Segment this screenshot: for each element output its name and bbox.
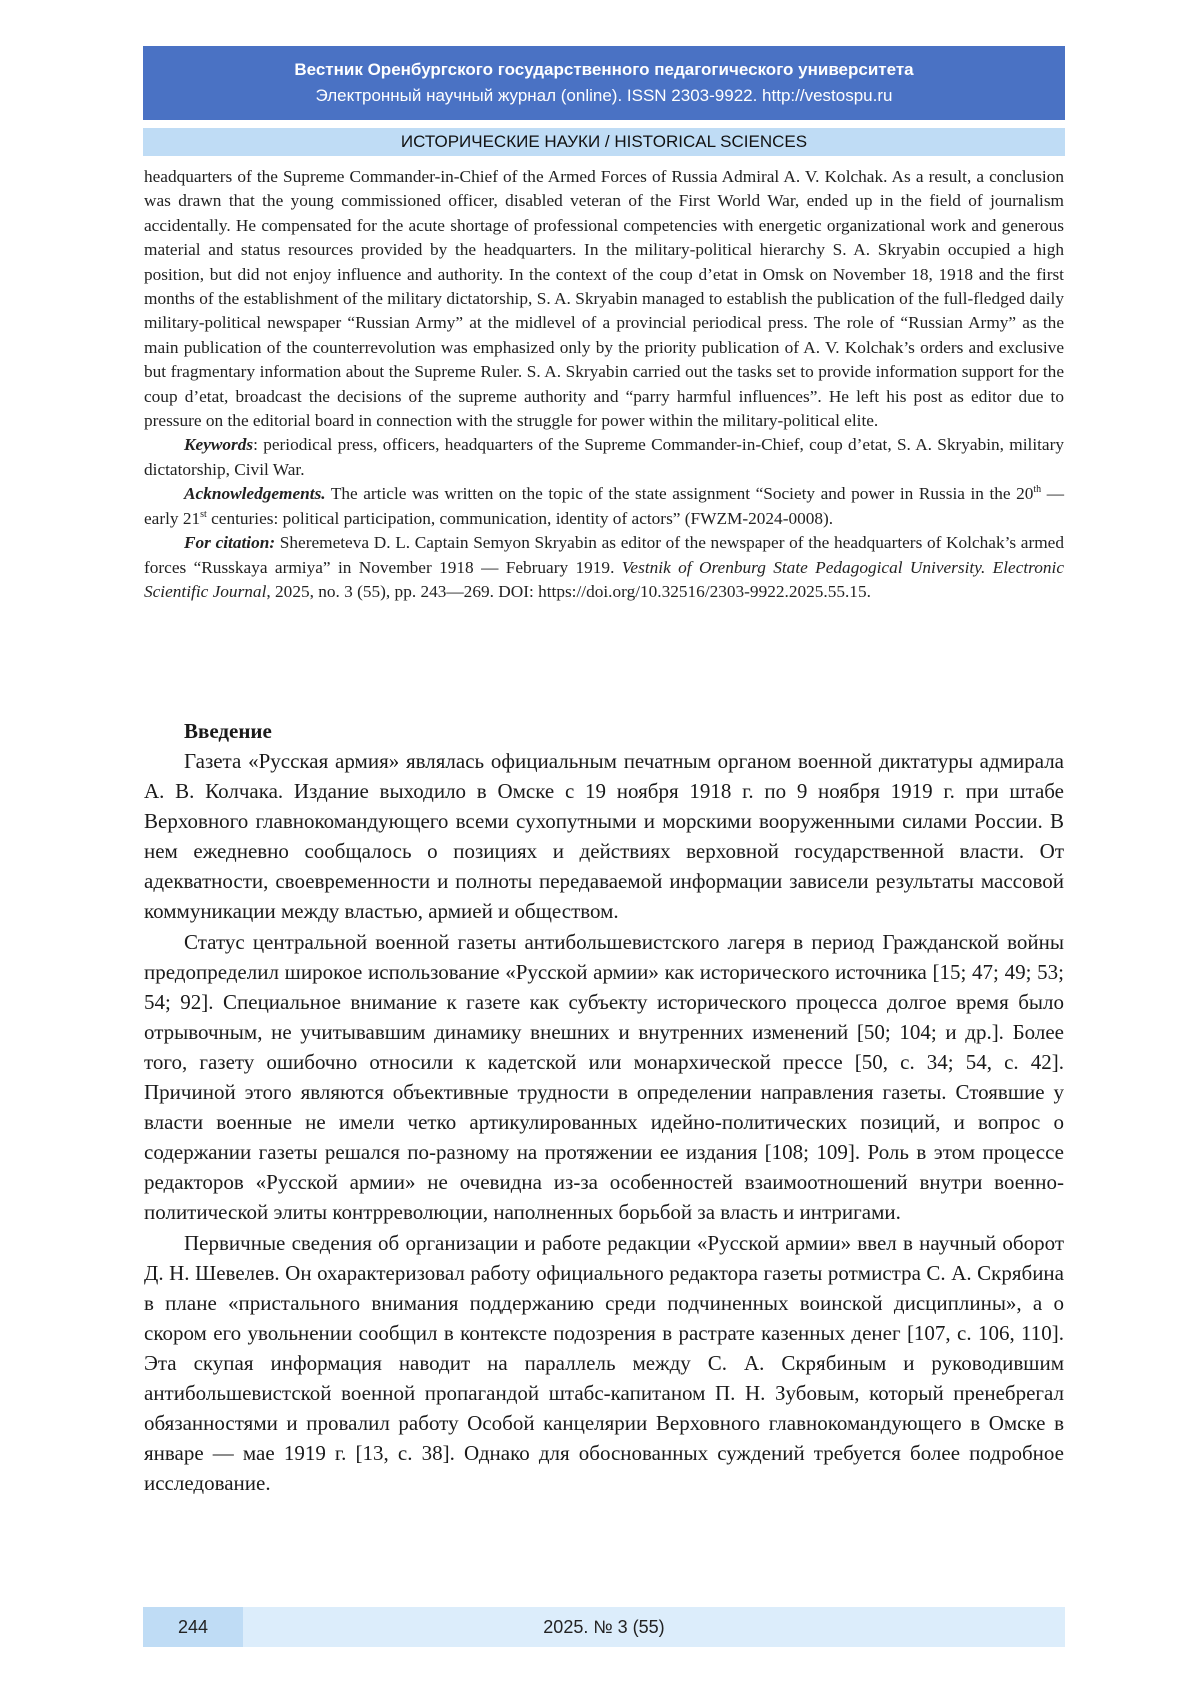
page-footer bbox=[143, 1607, 1065, 1647]
issue-number: 2025. № 3 (55) bbox=[543, 1617, 665, 1637]
keywords-label: Keywords bbox=[184, 435, 254, 455]
citation-text-1: Sheremeteva D. L. Captain Semyon Skryabin as editor of the newspaper of the headquarters of Kolchak’s armed forces “Russkaya armiya” in November 1918 — February 1919. bbox=[144, 533, 1064, 577]
journal-subtitle: Электронный научный журнал (online). ISSN 2303-9922. http://vestospu.ru bbox=[315, 86, 893, 105]
keywords bbox=[144, 433, 1064, 482]
body-paragraph: Статус центральной военной газеты антибольшевистского лагеря в период Гражданской войны предопределил широкое использование «Русской армии» как исторического источника [15; 47; 49; 53; 54; 92]. Специальное внимание к газете как субъекту исторического процесса долгое время было отрывочным, не учитывавшим динамику внешних и внутренних изменений [50; 104; и др.]. Более того, газету ошибочно относили к кадетской или монархической прессе [50, с. 34; 54, с. 42]. Причиной этого являются объективные трудности в определении направления газеты. Стоявшие у власти военные не имели четко артикулированных идейно-политических позиций, и вопрос о содержании газеты решался по-разному на протяжении ее издания [108; 109]. Роль в этом процессе редакторов «Русской армии» не очевидна из-за особенностей взаимоотношений внутри военно-политической элиты контрреволюции, наполненных борьбой за власть и интригами. bbox=[144, 929, 1064, 1225]
ack-text-3: centuries: political participation, communication, identity of actors” (FWZM-2024-0008). bbox=[206, 508, 834, 528]
ack-sup-1: th bbox=[1033, 484, 1042, 496]
citation-journal: Vestnik of Orenburg State Pedagogical University. Electronic Scientific Journal bbox=[144, 557, 1064, 601]
section-title: ИСТОРИЧЕСКИЕ НАУКИ / HISTORICAL SCIENCES bbox=[143, 128, 1065, 156]
journal-header bbox=[143, 46, 1065, 120]
abstract-block bbox=[144, 165, 1064, 604]
page-number: 244 bbox=[143, 1607, 243, 1647]
body-paragraph: Первичные сведения об организации и работе редакции «Русской армии» ввел в научный оборот Д. Н. Шевелев. Он охарактеризовал работу официального редактора газеты ротмистра С. А. Скрябина в плане «пристального внимания поддержанию среди подчиненных воинской дисциплины», а о скором его увольнении сообщил в контексте подозрения в растрате казенных денег [107, с. 106, 110]. Эта скупая информация наводит на параллель между С. А. Скрябиным и руководившим антибольшевистской военной пропагандой штабс-капитаном П. Н. Зубовым, который пренебрегал обязанностями и провалил работу Особой канцелярии Верховного главнокомандующего в Омске в январе — мае 1919 г. [13, с. 38]. Однако для обоснованных суждений требуется более подробное исследование. bbox=[144, 1230, 1064, 1496]
citation-text-2: , 2025, no. 3 (55), pp. 243—269. DOI: https://doi.org/10.32516/2303-9922.2025.55.15. bbox=[266, 581, 871, 601]
body-paragraph: Газета «Русская армия» являлась официальным печатным органом военной диктатуры адмирала А. В. Колчака. Издание выходило в Омске с 19 ноября 1918 г. по 9 ноября 1919 г. при штабе Верховного главнокомандующего всеми сухопутными и морскими вооруженными силами России. В нем ежедневно сообщалось о позициях и действиях верховной государственной власти. От адекватности, своевременности и полноты передаваемой информации зависели результаты массовой коммуникации между властью, армией и обществом. bbox=[144, 749, 1064, 924]
ack-sup-2: st bbox=[200, 508, 207, 520]
acknowledgements bbox=[144, 482, 1064, 531]
citation bbox=[144, 531, 1064, 604]
section-heading: Введение bbox=[184, 719, 272, 743]
citation-label: For citation: bbox=[184, 533, 276, 553]
ack-text-2: — early 21 bbox=[144, 484, 1064, 528]
ack-label: Acknowledgements. bbox=[184, 484, 326, 504]
journal-title: Вестник Оренбургского государственного педагогического университета bbox=[294, 60, 914, 79]
article-body bbox=[144, 716, 1064, 1498]
keywords-text: : periodical press, officers, headquarters of the Supreme Commander-in-Chief, coup d’etat, S. A. Skryabin, military dictatorship, Civil War. bbox=[144, 435, 1064, 479]
abstract-text: headquarters of the Supreme Commander-in-Chief of the Armed Forces of Russia Admiral A. V. Kolchak. As a result, a conclusion was drawn that the young commissioned officer, disabled veteran of the First World War, ended up in the field of journalism accidentally. He compensated for the acute shortage of professional competencies with energetic organizational work and generous material and status resources provided by the headquarters. In the military-political hierarchy S. A. Skryabin occupied a high position, but did not enjoy influence and authority. In the context of the coup d’etat in Omsk on November 18, 1918 and the first months of the establishment of the military dictatorship, S. A. Skryabin managed to establish the publication of the full-fledged daily military-political newspaper “Russian Army” at the midlevel of a provincial periodical press. The role of “Russian Army” as the main publication of the counterrevolution was emphasized only by the priority publication of A. V. Kolchak’s orders and exclusive but fragmentary information about the Supreme Ruler. S. A. Skryabin carried out the tasks set to provide information support for the coup d’etat, broadcast the decisions of the supreme authority and “parry harmful influences”. He left his post as editor due to pressure on the editorial board in connection with the struggle for power within the military-political elite. bbox=[144, 167, 1064, 431]
ack-text-1: The article was written on the topic of the state assignment “Society and power in Russia in the 20 bbox=[325, 484, 1034, 504]
